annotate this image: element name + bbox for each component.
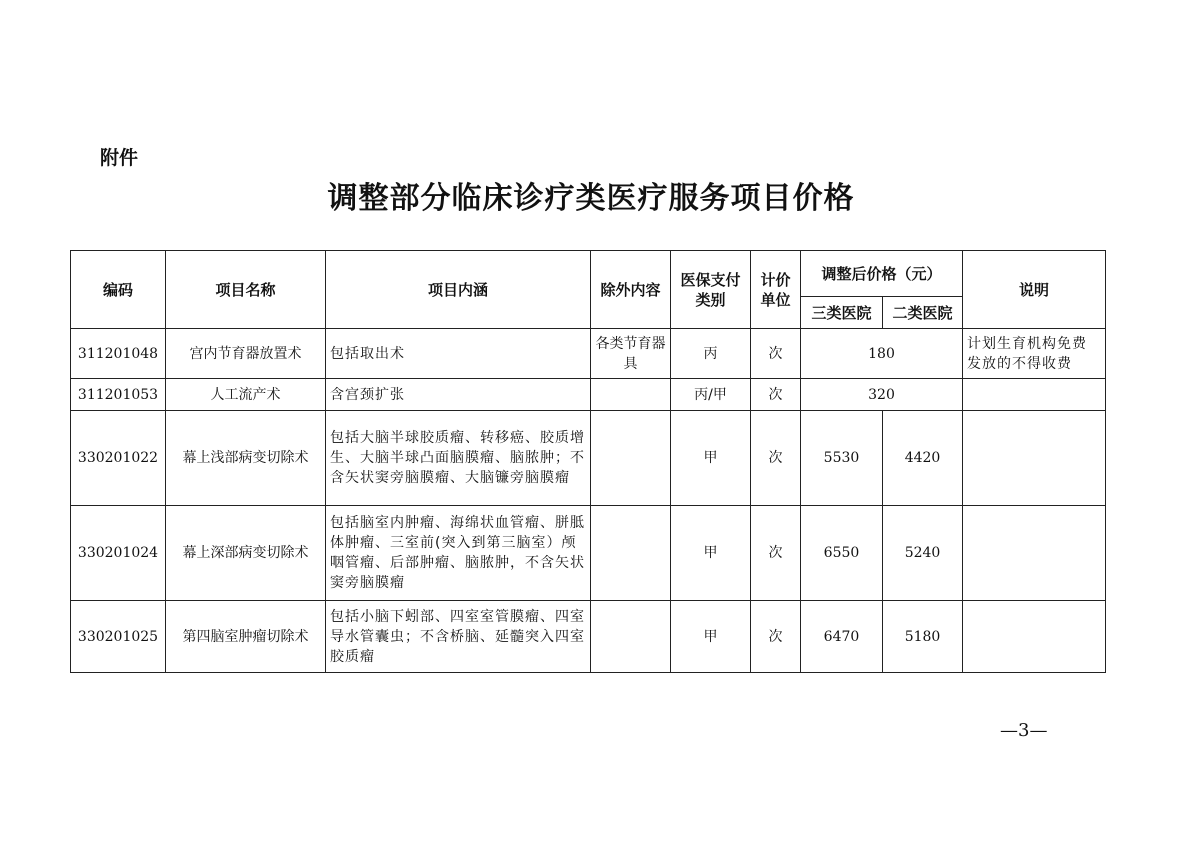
row-price-class2: 5240: [883, 506, 963, 601]
row-price-class3: 5530: [801, 411, 883, 506]
row-price: 180: [801, 329, 963, 379]
row-notes: [963, 379, 1106, 411]
row-unit: 次: [751, 601, 801, 673]
table-row: [71, 506, 1106, 601]
row-name: 幕上深部病变切除术: [166, 506, 326, 601]
row-name: 幕上浅部病变切除术: [166, 411, 326, 506]
row-exclusions: [591, 379, 671, 411]
row-exclusions: [591, 411, 671, 506]
row-content: 含宫颈扩张: [326, 379, 591, 411]
row-notes: [963, 506, 1106, 601]
table-row: [71, 379, 1106, 411]
table-row: [71, 601, 1106, 673]
row-code: 330201024: [71, 506, 166, 601]
row-content: 包括取出术: [326, 329, 591, 379]
header-code: 编码: [71, 251, 166, 329]
row-code: 311201048: [71, 329, 166, 379]
header-row: [71, 251, 1106, 297]
row-exclusions: 各类节育器具: [591, 329, 671, 379]
attachment-label: 附件: [100, 147, 139, 169]
header-content: 项目内涵: [326, 251, 591, 329]
header-class3: 三类医院: [801, 297, 883, 329]
row-name: 宫内节育器放置术: [166, 329, 326, 379]
row-price-class3: 6470: [801, 601, 883, 673]
row-unit: 次: [751, 506, 801, 601]
document-title: 调整部分临床诊疗类医疗服务项目价格: [327, 181, 855, 216]
row-name: 第四脑室肿瘤切除术: [166, 601, 326, 673]
row-price: 320: [801, 379, 963, 411]
row-unit: 次: [751, 329, 801, 379]
row-code: 311201053: [71, 379, 166, 411]
row-code: 330201025: [71, 601, 166, 673]
row-price-class2: 4420: [883, 411, 963, 506]
row-content: 包括小脑下蚓部、四室室管膜瘤、四室导水管囊虫；不含桥脑、延髓突入四室胶质瘤: [326, 601, 591, 673]
header-unit: 计价单位: [751, 251, 801, 329]
row-notes: [963, 411, 1106, 506]
row-name: 人工流产术: [166, 379, 326, 411]
table-row: [71, 329, 1106, 379]
row-notes: 计划生育机构免费发放的不得收费: [963, 329, 1106, 379]
header-exclusions: 除外内容: [591, 251, 671, 329]
row-insurance: 甲: [671, 411, 751, 506]
price-table: [70, 250, 1106, 673]
row-exclusions: [591, 601, 671, 673]
row-notes: [963, 601, 1106, 673]
table-row: [71, 411, 1106, 506]
row-content: 包括脑室内肿瘤、海绵状血管瘤、胼胝体肿瘤、三室前(突入到第三脑室）颅咽管瘤、后部肿瘤、脑脓肿，不含矢状窦旁脑膜瘤: [326, 506, 591, 601]
row-unit: 次: [751, 379, 801, 411]
page-number: —3—: [1000, 720, 1048, 741]
row-price-class3: 6550: [801, 506, 883, 601]
row-exclusions: [591, 506, 671, 601]
row-content: 包括大脑半球胶质瘤、转移癌、胶质增生、大脑半球凸面脑膜瘤、脑脓肿；不含矢状窦旁脑膜瘤、大脑镰旁脑膜瘤: [326, 411, 591, 506]
row-insurance: 丙/甲: [671, 379, 751, 411]
row-price-class2: 5180: [883, 601, 963, 673]
header-name: 项目名称: [166, 251, 326, 329]
row-insurance: 丙: [671, 329, 751, 379]
header-insurance: 医保支付类别: [671, 251, 751, 329]
header-adjusted-price: 调整后价格（元）: [801, 251, 963, 297]
header-class2: 二类医院: [883, 297, 963, 329]
row-code: 330201022: [71, 411, 166, 506]
header-notes: 说明: [963, 251, 1106, 329]
row-insurance: 甲: [671, 506, 751, 601]
row-unit: 次: [751, 411, 801, 506]
row-insurance: 甲: [671, 601, 751, 673]
